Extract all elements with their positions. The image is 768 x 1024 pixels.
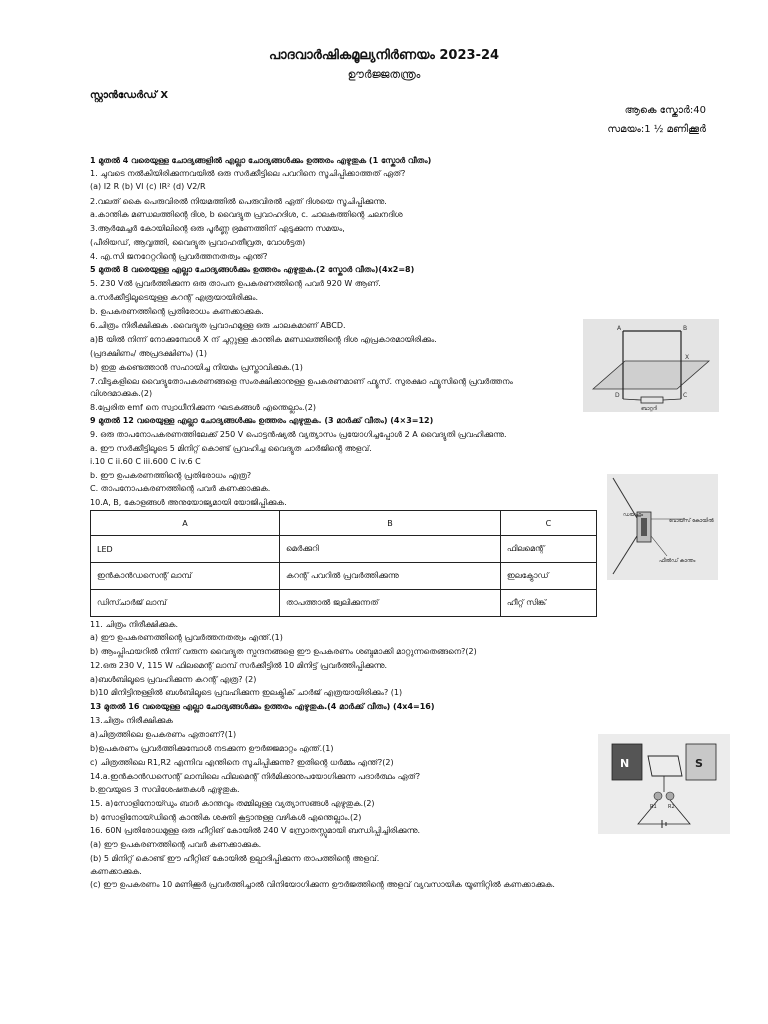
question-line: a) ഈ ഉപകരണത്തിന്റെ പ്രവർത്തനതത്വം എന്ത്.(1) — [90, 633, 283, 642]
question-line: a.സർക്കീട്ടിലൂടെയുള്ള കറന്റ് എത്രയായിരിക്കും. — [90, 293, 258, 302]
label-x: X — [685, 354, 690, 361]
figure-conductor-abcd — [583, 319, 719, 412]
question-line: 4. എ.സി ജനറേറ്ററിന്റെ പ്രവർത്തനതത്വം എന്ത്? — [90, 252, 268, 261]
question-line: b)10 മിനിട്ടിനുള്ളിൽ ബൾബിലൂടെ പ്രവഹിക്കുന്ന ഇലക്ട്രിക് ചാർജ് എത്രയായിരിക്കും? (1) — [90, 688, 403, 697]
magnet-south: S — [695, 757, 703, 770]
table-cell: ഇലക്ട്രോഡ് — [500, 563, 596, 590]
question-line: 8.പ്രേരിത emf നെ സ്വാധീനിക്കുന്ന ഘടകങ്ങൾ എന്തെല്ലാം.(2) — [90, 403, 316, 412]
table-row — [91, 563, 597, 590]
question-line: b) ആംപ്ലിഫയറിൽ നിന്ന് വരുന്ന വൈദ്യുത സ്പന്ദനങ്ങളെ ഈ ഉപകരണം ശബ്ദമാക്കി മാറ്റുന്നതെങ്ങനെ?(2) — [90, 647, 477, 656]
column-header: C — [500, 511, 596, 536]
question-line: 7.വീടുകളിലെ വൈദ്യുതോപകരണങ്ങളെ സംരക്ഷിക്കാനുള്ള ഉപകരണമാണ് ഫ്യൂസ്. സുരക്ഷാ ഫ്യൂസിന്റെ പ്രവർത്തനം — [90, 377, 513, 386]
conductor-diagram — [583, 319, 719, 412]
label-battery: ബാറ്ററി — [641, 406, 658, 412]
question-line: b) ഇതു കണ്ടെത്താൻ സഹായിച്ച നിയമം പ്രസ്താവിക്കുക.(1) — [90, 363, 303, 372]
label-voice-coil: വോയ്സ് കോയിൽ — [669, 518, 714, 524]
section-instruction: 1 മുതൽ 4 വരെയുള്ള ചോദ്യങ്ങളിൽ എല്ലാ ചോദ്യങ്ങൾക്കും ഉത്തരം എഴുതുക (1 സ്കോർ വീതം) — [90, 156, 432, 165]
label-d: D — [615, 392, 620, 399]
question-line: 2.വലത് കൈ പെരുവിരൽ നിയമത്തിൽ പെരുവിരൽ ഏത് ദിശയെ സൂചിപ്പിക്കുന്നു. — [90, 197, 387, 206]
question-line: (b) 5 മിനിറ്റ് കൊണ്ട് ഈ ഹീറ്റിങ് കോയിൽ ഉല്പാദിപ്പിക്കുന്ന താപത്തിന്റെ അളവ്. — [90, 854, 380, 863]
figure-loudspeaker — [607, 474, 718, 580]
table-row — [91, 536, 597, 563]
table-cell: LED — [91, 536, 280, 563]
table-row — [91, 590, 597, 617]
question-line: a)ചിത്രത്തിലെ ഉപകരണം ഏതാണ്?(1) — [90, 730, 237, 739]
total-score: ആകെ സ്കോർ:40 — [624, 105, 706, 116]
question-line: c) ചിത്രത്തിലെ R1,R2 എന്നിവ എന്തിനെ സൂചിപ്പിക്കുന്നു? ഇതിന്റെ ധർമ്മം എന്ത്?(2) — [90, 758, 394, 767]
table-header-row — [91, 511, 597, 536]
section-instruction: 9 മുതൽ 12 വരെയുള്ള എല്ലാ ചോദ്യങ്ങൾക്കും ഉത്തരം എഴുതുക. (3 മാർക്ക് വീതം) (4×3=12) — [90, 416, 434, 425]
question-line: (a) I2 R (b) VI (c) IR² (d) V2/R — [90, 182, 206, 191]
question-line: b. ഉപകരണത്തിന്റെ പ്രതിരോധം കണക്കാക്കുക. — [90, 307, 264, 316]
question-line: കണക്കാക്കുക. — [90, 867, 142, 876]
question-line: (പീരിയഡ്, ആവൃത്തി, വൈദ്യുത പ്രവാഹതീവ്രത, വോൾട്ടത) — [90, 238, 306, 247]
question-line: 14.a.ഇൻകാൻഡസെന്റ് ലാമ്പിലെ ഫിലമെന്റ് നിർമിക്കാനുപയോഗിക്കുന്ന പദാർത്ഥം ഏത്? — [90, 772, 421, 781]
match-table — [90, 510, 597, 617]
label-diaphragm: ഡയഫ്രം — [623, 512, 644, 518]
column-header: A — [91, 511, 280, 536]
question-line: 11. ചിത്രം നിരീക്ഷിക്കുക. — [90, 620, 179, 629]
subject-title: ഊർജ്ജതന്ത്രം — [347, 68, 421, 81]
table-cell: ഇൻകാൻഡസെന്റ് ലാമ്പ് — [91, 563, 280, 590]
label-r2: R2 — [668, 804, 675, 810]
standard-label: സ്റ്റാൻഡേർഡ് X — [90, 90, 169, 101]
table-cell: ഡിസ്ചാർജ് ലാമ്പ് — [91, 590, 280, 617]
table-cell: ഫിലമെന്റ് — [500, 536, 596, 563]
label-c: C — [683, 392, 688, 399]
section-instruction: 5 മുതൽ 8 വരെയുള്ള എല്ലാ ചോദ്യങ്ങൾക്കും ഉത്തരം എഴുതുക.(2 സ്കോർ വീതം)(4x2=8) — [90, 265, 415, 274]
question-line: 6.ചിത്രം നിരീക്ഷിക്കുക .വൈദ്യുത പ്രവാഹമുള്ള ഒരു ചാലകമാണ് ABCD. — [90, 321, 346, 330]
question-line: a)B യിൽ നിന്ന് നോക്കുമ്പോൾ X ന് ചുറ്റുള്ള കാന്തിക മണ്ഡലത്തിന്റെ ദിശ എപ്രകാരമായിരിക്കും. — [90, 335, 437, 344]
generator-diagram — [598, 734, 730, 834]
question-line: a.കാന്തിക മണ്ഡലത്തിന്റെ ദിശ, b വൈദ്യുത പ്രവാഹദിശ, c. ചാലകത്തിന്റെ ചലനദിശ — [90, 210, 403, 219]
question-line: 13.ചിത്രം നിരീക്ഷിക്കുക — [90, 716, 173, 725]
question-line: 10.A, B, കോളങ്ങൾ അനുയോജ്യമായി യോജിപ്പിക്കുക. — [90, 498, 287, 507]
question-line: 12.ഒരു 230 V, 115 W ഫിലമെന്റ് ലാമ്പ് സർക്കീട്ടിൽ 10 മിനിട്ട് പ്രവർത്തിപ്പിക്കുന്നു. — [90, 661, 388, 670]
loudspeaker-diagram — [607, 474, 718, 580]
question-line: വിശദമാക്കുക.(2) — [90, 389, 153, 398]
question-line: 1. ചുവടെ നൽകിയിരിക്കുന്നവയിൽ ഒരു സർക്കീട്ടിലെ പവറിനെ സൂചിപ്പിക്കാത്തത് ഏത്? — [90, 169, 406, 178]
page-title: പാദവാർഷികമൂല്യനിർണയം 2023-24 — [268, 48, 500, 63]
question-line: i.10 C ii.60 C iii.600 C iv.6 C — [90, 457, 201, 466]
table-cell: കറന്റ് പവറിൽ പ്രവർത്തിക്കുന്നു — [279, 563, 500, 590]
column-header: B — [279, 511, 500, 536]
question-line: 9. ഒരു താപനോപകരണത്തിലേക്ക് 250 V പൊട്ടൻഷ്യൽ വ്യത്യാസം പ്രയോഗിച്ചപ്പോൾ 2 A വൈദ്യുതി പ്രവഹിക്കുന്നു. — [90, 430, 507, 439]
question-line: 3.ആർമേച്ചർ കോയിലിന്റെ ഒരു പൂർണ്ണ ഭ്രമണത്തിന് എടുക്കുന്ന സമയം, — [90, 224, 345, 233]
question-line: C. താപനോപകരണത്തിന്റെ പവർ കണക്കാക്കുക. — [90, 484, 271, 493]
question-line: a. ഈ സർക്കീട്ടിലൂടെ 5 മിനിറ്റ് കൊണ്ട് പ്രവഹിച്ച വൈദ്യുത ചാർജിന്റെ അളവ്. — [90, 444, 372, 453]
table-cell: മെർക്കുറി — [279, 536, 500, 563]
question-line: b. ഈ ഉപകരണത്തിന്റെ പ്രതിരോധം എത്ര? — [90, 471, 252, 480]
magnet-north: N — [620, 757, 630, 770]
question-line: (c) ഈ ഉപകരണം 10 മണിക്കൂർ പ്രവർത്തിച്ചാൽ വിനിയോഗിക്കുന്ന ഊർജത്തിന്റെ അളവ് വ്യവസായിക യൂണിറ്റിൽ കണക്കാക്കുക. — [90, 880, 555, 889]
table-cell: താപത്താൽ ജ്വലിക്കുന്നത് — [279, 590, 500, 617]
label-a: A — [617, 325, 622, 332]
label-b: B — [683, 325, 688, 332]
question-line: a)ബൾബിലൂടെ പ്രവഹിക്കുന്ന കറന്റ് എത്ര? (2) — [90, 675, 257, 684]
label-r1: R1 — [650, 804, 657, 810]
question-line: b)ഉപകരണം പ്രവർത്തിക്കുമ്പോൾ നടക്കുന്ന ഊർജ്ജമാറ്റം എന്ത്.(1) — [90, 744, 334, 753]
question-line: b.ഇവയുടെ 3 സവിശേഷതകൾ എഴുതുക. — [90, 785, 240, 794]
question-line: 15. a)സോളിനോയ്ഡും ബാർ കാന്തവും തമ്മിലുള്ള വ്യത്യാസങ്ങൾ എഴുതുക.(2) — [90, 799, 375, 808]
time-allowed: സമയം:1 ½ മണിക്കൂർ — [607, 124, 706, 135]
question-line: 16. 60N പ്രതിരോധമുള്ള ഒരു ഹീറ്റിങ് കോയിൽ 240 V സ്രോതസ്സുമായി ബന്ധിപ്പിച്ചിരിക്കുന്നു. — [90, 826, 421, 835]
question-line: b) സോളിനോയ്ഡിന്റെ കാന്തിക ശക്തി കൂട്ടാനുള്ള വഴികൾ എന്തെല്ലാം.(2) — [90, 813, 362, 822]
label-field-magnet: ഫീൽഡ് കാന്തം — [659, 558, 696, 564]
question-line: (പ്രദക്ഷിണം/ അപ്രദക്ഷിണം) (1) — [90, 349, 208, 358]
section-instruction: 13 മുതൽ 16 വരെയുള്ള എല്ലാ ചോദ്യങ്ങൾക്കും ഉത്തരം എഴുതുക.(4 മാർക്ക് വീതം) (4x4=16) — [90, 702, 435, 711]
table-cell: ഹീറ്റ് സിങ്ക് — [500, 590, 596, 617]
figure-generator — [598, 734, 730, 834]
question-line: 5. 230 Vൽ പ്രവർത്തിക്കുന്ന ഒരു താപന ഉപകരണത്തിന്റെ പവർ 920 W ആണ്. — [90, 279, 381, 288]
question-line: (a) ഈ ഉപകരണത്തിന്റെ പവർ കണക്കാക്കുക. — [90, 840, 262, 849]
